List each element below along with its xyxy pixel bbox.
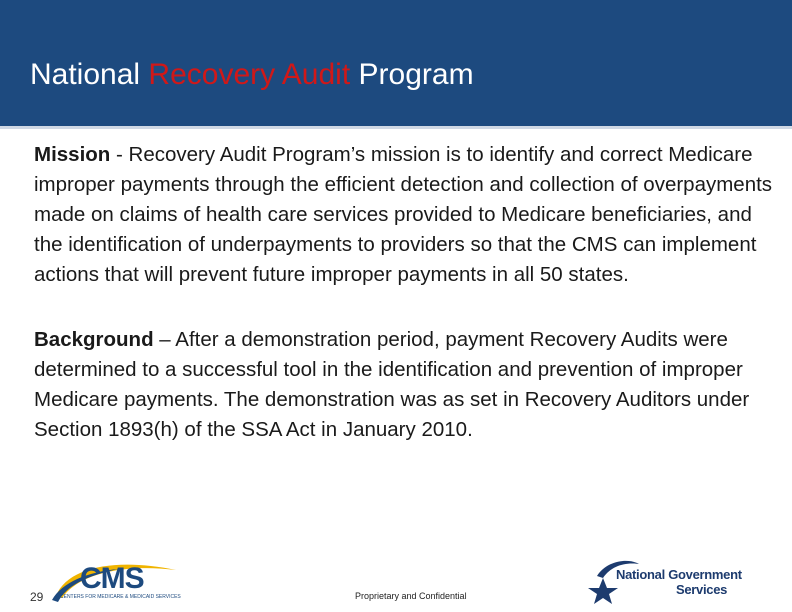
slide-title: National Recovery Audit Program [30,58,474,91]
cms-wordmark: CMS [80,562,144,595]
ngs-wordmark-line1: National Government [616,567,742,582]
page-number: 29 [30,590,44,604]
mission-text: - Recovery Audit Program’s mission is to identify and correct Medicare improper payments through the efficient detection and collection of overpayments made on claims of health care services provided to Medicare beneficiaries, and the identification of underpayments to providers so that the CMS can implement actions that will prevent future improper payments in all 50 states. [34,143,773,286]
footer-text: Proprietary and Confidential [355,591,467,601]
background-text: – After a demonstration period, payment Recovery Audits were determined to a successful tool in the identification and prevention of improper Medicare payments. The demonstration was as set in Recovery Auditors under Section 1893(h) of the SSA Act in January 2010. [34,328,750,441]
ngs-wordmark-line2: Services [676,582,728,597]
header-divider [0,126,792,129]
mission-paragraph [34,140,784,290]
title-accent: Recovery Audit [148,58,351,91]
mission-lead: Mission [34,143,111,166]
background-paragraph [34,325,784,445]
background-lead: Background [34,328,154,351]
cms-subtitle: CENTERS FOR MEDICARE & MEDICAID SERVICES [60,594,181,600]
